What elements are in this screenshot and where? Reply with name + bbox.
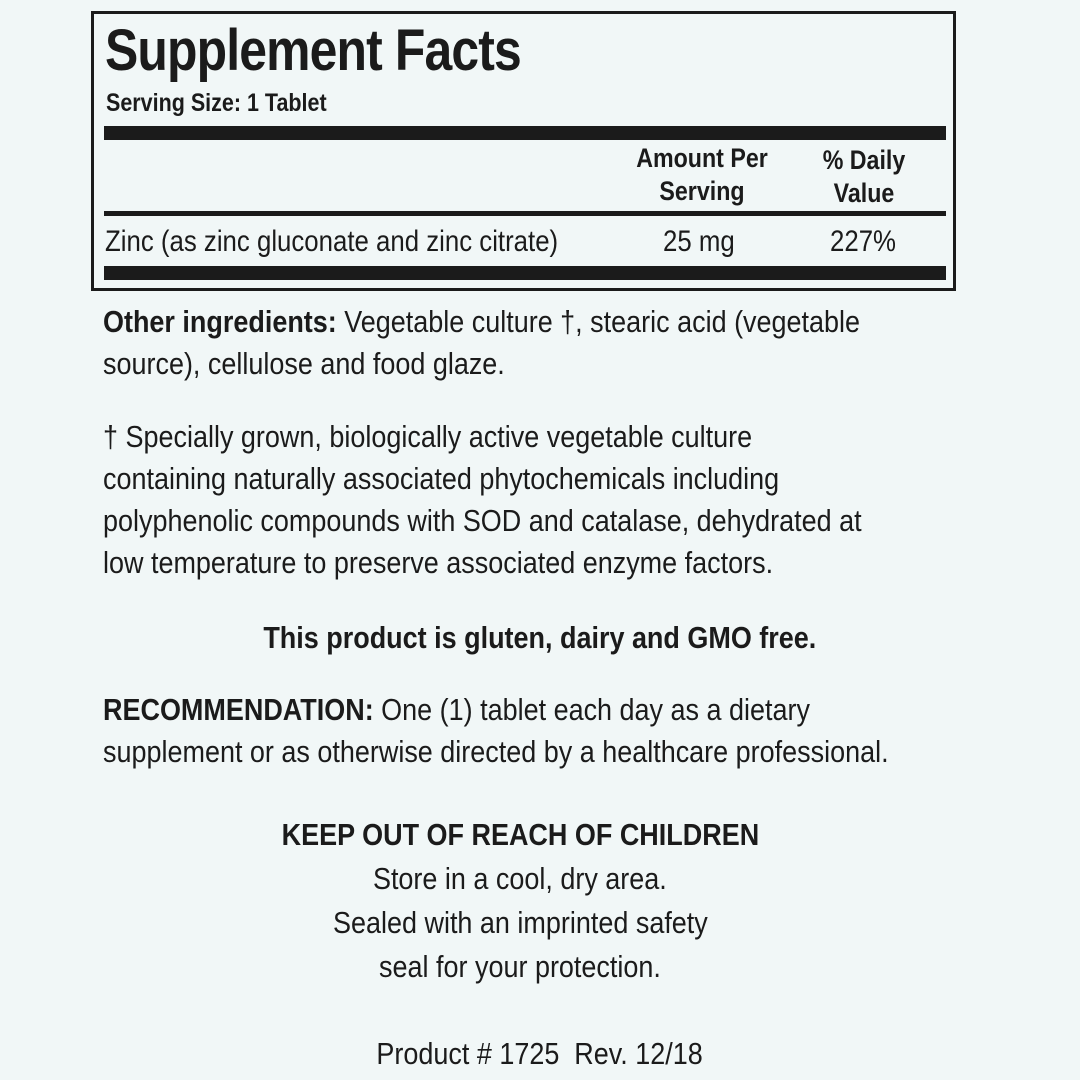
product-info [0,1034,1080,1074]
footnote-line3: polyphenolic compounds with SOD and catalase, dehydrated at [103,503,862,538]
column-header-dv-line2: Value [833,178,895,208]
other-ingredients-line2: source), cellulose and food glaze. [103,346,505,381]
warning-heading: KEEP OUT OF REACH OF CHILDREN [281,817,759,852]
recommendation-line1 [103,689,889,731]
serving-size: Serving Size: 1 Tablet [106,89,327,117]
warning-line1: Store in a cool, dry area. [373,861,667,896]
column-header-amount-line1: Amount Per [636,143,768,173]
warning-line1-wrap [0,857,1060,901]
column-header-amount-line2: Serving [659,176,745,206]
warning-heading-line [0,813,1060,857]
column-header-dv-line1: % Daily [822,145,906,175]
other-ingredients-text1: Vegetable culture †, stearic acid (vegetable [336,304,861,339]
column-header-daily-value [804,144,924,210]
allergen-statement [0,617,1080,659]
culture-footnote [103,416,975,584]
footnote-line1: † Specially grown, biologically active vegetable culture [103,419,753,454]
footnote-line4: low temperature to preserve associated enzyme factors. [103,545,774,580]
divider-thick-top [104,126,946,140]
warning-line2-wrap [0,901,1060,945]
product-info-text: Product # 1725 Rev. 12/18 [376,1036,704,1071]
recommendation-text1: One (1) tablet each day as a dietary [373,692,810,727]
footnote-line2: containing naturally associated phytochemicals including [103,461,780,496]
allergen-statement-text: This product is gluten, dairy and GMO free. [263,620,817,655]
recommendation-line2: supplement or as otherwise directed by a healthcare professional. [103,734,889,769]
other-ingredients-line1 [103,301,860,343]
facts-title: Supplement Facts [105,18,521,83]
other-ingredients [103,301,973,385]
recommendation-label: RECOMMENDATION: [103,692,374,727]
storage-warning [0,813,1060,989]
column-header-amount [633,142,771,208]
divider-thick-bottom [104,266,946,280]
divider-header [104,211,946,216]
supplement-facts-panel [91,11,956,291]
other-ingredients-label: Other ingredients: [103,304,337,339]
nutrient-daily-value: 227% [830,225,896,258]
recommendation [103,689,1006,773]
nutrient-name: Zinc (as zinc gluconate and zinc citrate) [105,225,559,258]
warning-line2: Sealed with an imprinted safety [332,905,708,940]
warning-line3: seal for your protection. [379,949,661,984]
warning-line3-wrap [0,945,1060,989]
nutrient-amount: 25 mg [663,225,735,258]
